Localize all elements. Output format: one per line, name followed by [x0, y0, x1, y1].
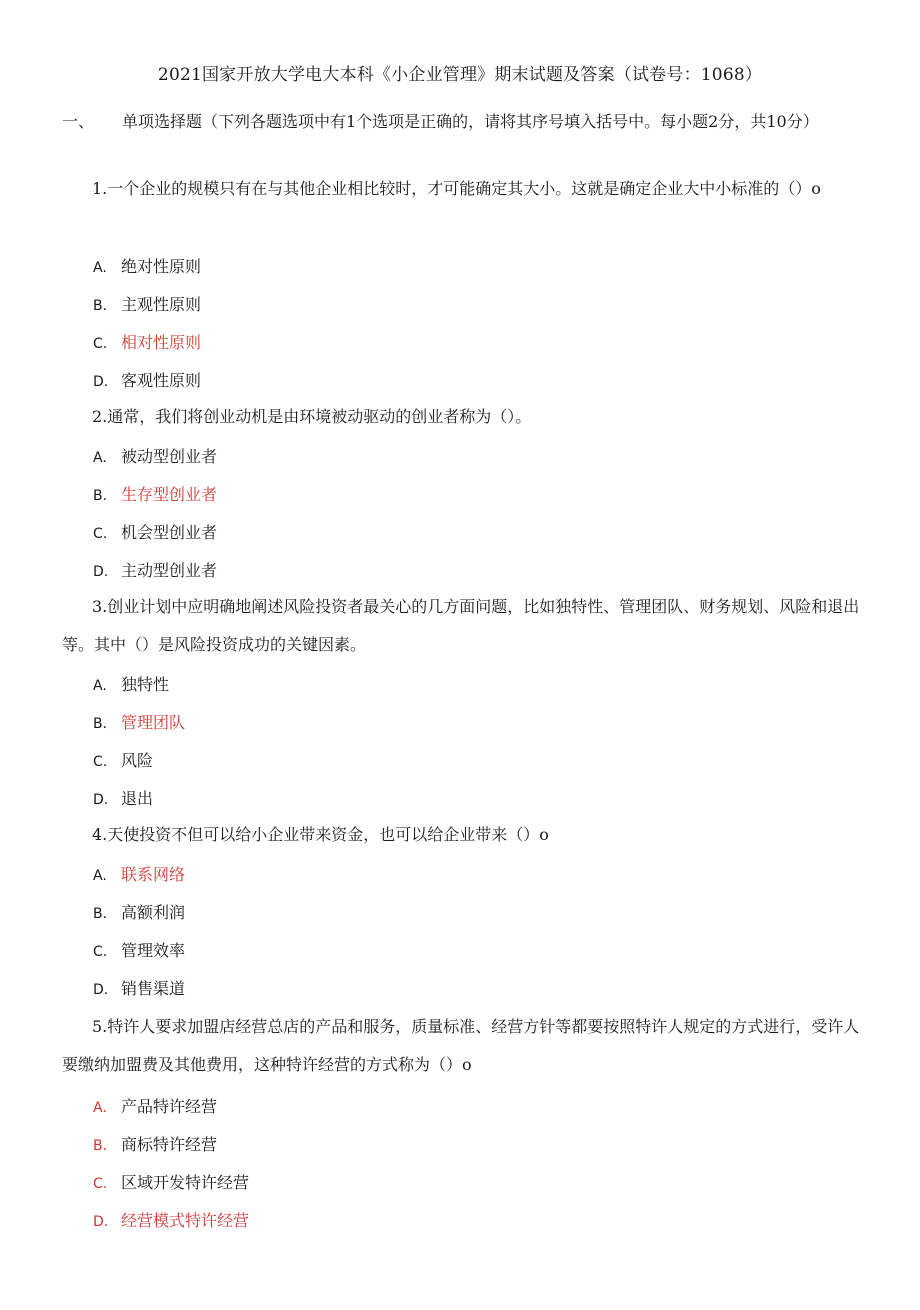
- question-1-stem: 1.一个企业的规模只有在与其他企业相比较时，才可能确定其大小。这就是确定企业大中小标准的（）o: [92, 179, 821, 198]
- option-2d: [93, 558, 217, 581]
- option-text: 区域开发特许经营: [121, 1173, 250, 1192]
- option-text: 机会型创业者: [121, 523, 218, 542]
- option-text: 管理团队: [121, 713, 186, 732]
- section-instructions: 单项选择题（下列各题选项中有1个选项是正确的，请将其序号填入括号中。每小题2分，共10分）: [122, 112, 819, 131]
- option-4d: [93, 976, 185, 999]
- option-text: 客观性原则: [121, 371, 202, 390]
- option-text: 经营模式特许经营: [121, 1211, 250, 1230]
- option-letter: B.: [93, 298, 108, 314]
- section-heading: [62, 104, 862, 140]
- option-letter: B.: [93, 1138, 108, 1154]
- option-text: 主观性原则: [121, 295, 202, 314]
- question-3-stem: 3.创业计划中应明确地阐述风险投资者最关心的几方面问题，比如独特性、管理团队、财务规划、风险和退出等。其中（）是风险投资成功的关键因素。: [62, 597, 860, 654]
- document-title: 2021国家开放大学电大本科《小企业管理》期末试题及答案（试卷号：1068）: [157, 65, 763, 85]
- option-text: 商标特许经营: [121, 1135, 218, 1154]
- option-3a: [93, 672, 169, 695]
- option-text: 风险: [121, 751, 154, 770]
- option-text: 生存型创业者: [121, 485, 218, 504]
- option-1b: [93, 292, 201, 315]
- option-letter: A.: [93, 868, 107, 884]
- option-letter: C.: [93, 526, 108, 542]
- option-letter: A.: [93, 260, 107, 276]
- option-letter: B.: [93, 716, 108, 732]
- option-letter: C.: [93, 1176, 108, 1192]
- option-3c: [93, 748, 153, 771]
- option-letter: D.: [93, 792, 109, 808]
- option-5b-answer: [93, 1132, 217, 1155]
- option-1a: [93, 254, 201, 277]
- option-text: 被动型创业者: [121, 447, 218, 466]
- option-1d: [93, 368, 201, 391]
- option-text: 独特性: [121, 675, 170, 694]
- option-5c-answer: [93, 1170, 249, 1193]
- option-letter: B.: [93, 488, 108, 504]
- option-letter: C.: [93, 754, 108, 770]
- question-5-stem: 5.特许人要求加盟店经营总店的产品和服务，质量标准、经营方针等都要按照特许人规定的方式进行，受许人要缴纳加盟费及其他费用，这种特许经营的方式称为（）o: [62, 1017, 860, 1074]
- option-2a: [93, 444, 217, 467]
- option-3b-answer: [93, 710, 185, 733]
- option-text: 绝对性原则: [121, 257, 202, 276]
- option-2b-answer: [93, 482, 217, 505]
- section-number: 一、: [62, 112, 95, 131]
- option-letter: D.: [93, 1214, 109, 1230]
- option-letter: C.: [93, 336, 108, 352]
- option-text: 产品特许经营: [121, 1097, 218, 1116]
- option-letter: B.: [93, 906, 108, 922]
- option-text: 主动型创业者: [121, 561, 218, 580]
- option-letter: D.: [93, 564, 109, 580]
- option-4c: [93, 938, 185, 961]
- option-letter: D.: [93, 982, 109, 998]
- question-2-stem: 2.通常，我们将创业动机是由环境被动驱动的创业者称为（）。: [92, 407, 532, 426]
- question-4-stem: 4.天使投资不但可以给小企业带来资金，也可以给企业带来（）o: [92, 825, 549, 844]
- option-text: 高额利润: [121, 903, 186, 922]
- option-text: 联系网络: [121, 865, 186, 884]
- option-text: 销售渠道: [121, 979, 186, 998]
- option-1c-answer: [93, 330, 201, 353]
- option-text: 相对性原则: [121, 333, 202, 352]
- option-text: 管理效率: [121, 941, 186, 960]
- option-5a-answer: [93, 1094, 217, 1117]
- option-2c: [93, 520, 217, 543]
- option-letter: A.: [93, 678, 107, 694]
- option-letter: A.: [93, 450, 107, 466]
- option-5d-answer: [93, 1208, 249, 1231]
- option-text: 退出: [121, 789, 154, 808]
- option-4b: [93, 900, 185, 923]
- option-letter: C.: [93, 944, 108, 960]
- option-4a-answer: [93, 862, 185, 885]
- option-letter: D.: [93, 374, 109, 390]
- option-letter: A.: [93, 1100, 107, 1116]
- option-3d: [93, 786, 153, 809]
